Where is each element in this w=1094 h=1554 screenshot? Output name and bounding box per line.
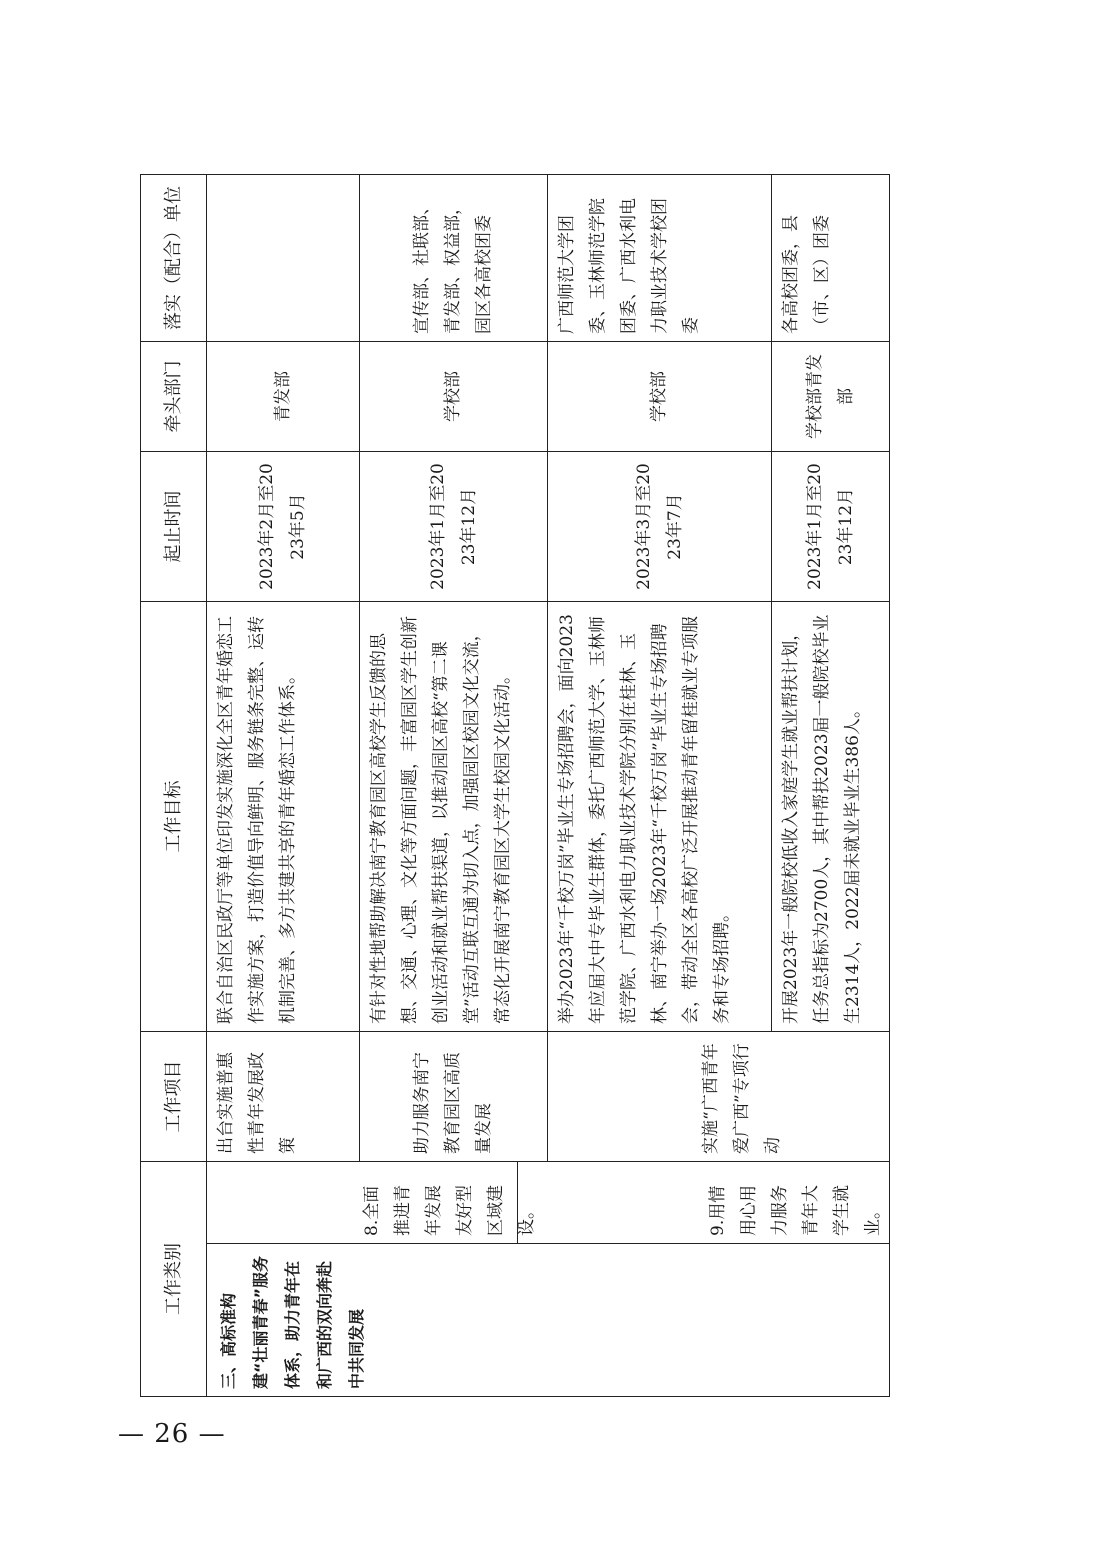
category-9-cell [518, 1162, 889, 1243]
category-8-text: 8.全面推进青年发展友好型区域建设。 [362, 1185, 537, 1236]
time-cell-3 [548, 452, 772, 602]
header-project: 工作项目 [141, 1032, 207, 1162]
units-text-2: 宣传部、社联部、青发部、权益部，园区各高校团委 [412, 198, 494, 334]
project-cell-3 [548, 1032, 890, 1162]
category-subtable [207, 1162, 889, 1396]
units-cell-1 [207, 175, 360, 342]
goal-cell-2 [360, 602, 548, 1032]
project-cell-2 [360, 1032, 548, 1162]
units-cell-2 [360, 175, 548, 342]
lead-cell-2 [360, 342, 548, 452]
units-cell-4 [772, 175, 890, 342]
units-text-3: 广西师范大学团委、玉林师范学院团委、广西水利电力职业技术学校团委 [557, 198, 701, 334]
time-text-2: 2023年1月至2023年12月 [427, 463, 479, 590]
section-title-cell [207, 1244, 889, 1397]
goal-text-3: 举办2023年“千校万岗”毕业生专场招聘会，面向2023年应届大中专毕业生群体，委托广西师范大学、玉林师范学院、广西水利电力职业技术学院分别在桂林、玉林、南宁举办一场2023年“千校万岗”毕业生专场招聘会，带动全区各高校广泛开展推动青年留桂就业专项服务和专场招聘。 [557, 614, 732, 1024]
lead-text-4: 学校部青发部 [804, 354, 856, 439]
category-column [207, 1162, 890, 1397]
goal-cell-3 [548, 602, 772, 1032]
subcategory-cell [207, 1162, 889, 1244]
project-text-2: 助力服务南宁教育园区高质量发展 [412, 1052, 494, 1154]
table-row [207, 175, 360, 1397]
time-text-3: 2023年3月至2023年7月 [633, 463, 685, 590]
lead-cell-4 [772, 342, 890, 452]
header-lead: 牵头部门 [141, 342, 207, 452]
goal-text-4: 开展2023年一般院校低收入家庭学生就业帮扶计划，任务总指标为2700人，其中帮扶2023届一般院校毕业生2314人，2022届未就业毕业生386人。 [781, 614, 863, 1024]
page-number: — 26 — [118, 1419, 226, 1449]
time-text-4: 2023年1月至2023年12月 [804, 463, 856, 590]
units-cell-3 [548, 175, 772, 342]
category-9-text: 9.用情用心用力服务青年大学生就业。 [708, 1185, 883, 1236]
goal-text-2: 有针对性地帮助解决南宁教育园区高校学生反馈的思想、交通、心理、文化等方面问题，丰富园区学生创新创业活动和就业帮扶渠道，以推动园区高校“第二课堂”活动互联互通为切入点，加强园区校园文化交流，常态化开展南宁教育园区大学生校园文化活动。 [369, 616, 513, 1024]
project-text-3: 实施“广西青年爱广西”专项行动 [701, 1043, 783, 1154]
units-text-4: 各高校团委，县（市、区）团委 [781, 215, 832, 334]
time-cell-1 [207, 452, 360, 602]
project-cell-1 [207, 1032, 360, 1162]
lead-cell-3 [548, 342, 772, 452]
section-title: 三、高标准构建“壮丽青春”服务体系，助力青年在和广西的双向奔赴中共同发展 [219, 1255, 366, 1389]
table-header-row [141, 175, 207, 1397]
lead-text-1: 青发部 [272, 371, 293, 422]
header-time: 起止时间 [141, 452, 207, 602]
header-goal: 工作目标 [141, 602, 207, 1032]
header-units: 落实（配合）单位 [141, 175, 207, 342]
header-category: 工作类别 [141, 1162, 207, 1397]
category-8-cell [207, 1162, 537, 1243]
goal-cell-4 [772, 602, 890, 1032]
work-plan-table [140, 174, 890, 1397]
lead-text-3: 学校部 [649, 371, 669, 422]
project-text-1: 出台实施普惠性青年发展政策 [216, 1052, 298, 1154]
time-text-1: 2023年2月至2023年5月 [257, 463, 308, 590]
goal-text-1: 联合自治区民政厅等单位印发实施深化全区青年婚恋工作实施方案，打造价值导向鲜明、服务链条完整、运转机制完善、多方共建共享的青年婚恋工作体系。 [216, 616, 298, 1024]
lead-text-2: 学校部 [443, 371, 463, 422]
time-cell-4 [772, 452, 890, 602]
rotated-table-wrapper [140, 175, 883, 1397]
time-cell-2 [360, 452, 548, 602]
goal-cell-1 [207, 602, 360, 1032]
lead-cell-1 [207, 342, 360, 452]
